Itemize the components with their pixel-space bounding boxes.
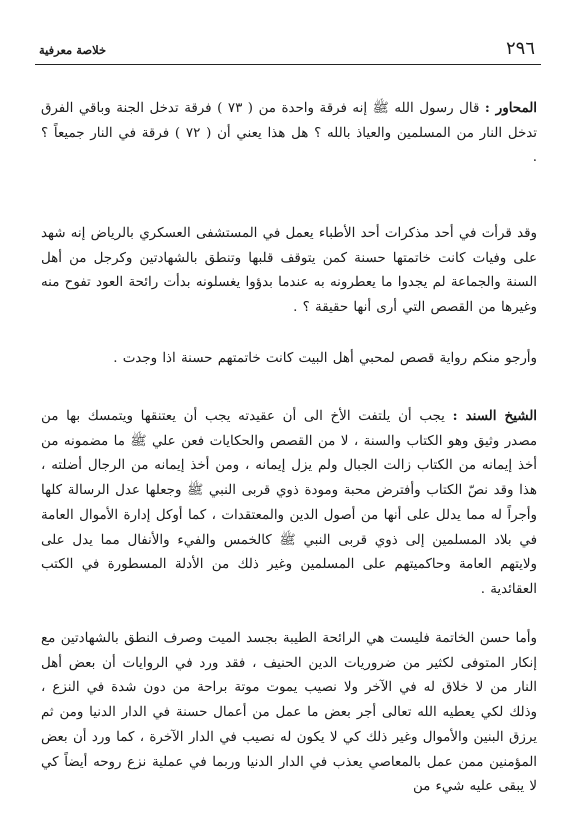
paragraph-text: وأما حسن الخاتمة فليست هي الرائحة الطيبة بجسد الميت وصرف النطق بالشهادتين مع إنكار المتوفى لكثير من ضروريات الدين الحنيف ، فقد ورد في الروايات أن بعض أهل النار من لا خلاق له في الآخر ولا نصيب يموت موتة براحة من دون شدة في النزع ، وذلك لكي يعطيه الله تعالى أجر بعض ما عمل من أعمال حسنة في الدار الدنيا ومن ثم يرزق البنين والأموال وغير ذلك كي لا يكون له نصيب في الدار الآخرة ، كما ورد أن بعض المؤمنين ممن عمل بالمعاصي يعذب في الدار الدنيا وربما في عملية نزع روحه أيضاً كي لا يبقى عليه شيء من	[41, 631, 537, 795]
book-page	[35, 36, 541, 826]
paragraph-text: قال رسول الله ﷺ إنه فرقة واحدة من ( ٧٣ ) فرقة تدخل الجنة وباقي الفرق تدخل النار من المسلمين والعياذ بالله ؟ هل هذا يعني أن ( ٧٢ ) فرقة في النار جميعاً ؟ .	[41, 101, 538, 166]
page-number: ٢٩٦	[505, 38, 535, 59]
paragraph-question	[41, 96, 537, 171]
paragraph-answer	[41, 404, 537, 603]
running-title: خلاصة معرفية	[39, 43, 107, 57]
speaker-label: المحاور :	[484, 100, 537, 116]
paragraph-good-ending	[41, 627, 537, 800]
paragraph-text: وقد قرأت في أحد مذكرات أحد الأطباء يعمل في المستشفى العسكري بالرياض إنه شهد على وفيات كانت خاتمتها حسنة كمن يتوقف قلبها وتنطق بالشهادتين وكرجل من أهل السنة والجماعة لم يجدوا ما يعطرونه به عندما بدؤوا يغسلونه بدأت رائحة العود تفوح منه وغيرها من القصص التي أرى أنها حقيقة ؟ .	[41, 226, 537, 316]
page-header	[35, 36, 541, 65]
paragraph-text: يجب أن يلتفت الأخ الى أن عقيدته يجب أن يعتنقها ويتمسك بها من مصدر وثيق وهو الكتاب والسنة ، لا من القصص والحكايات فعن علي ﷺ ما مضمونه من أخذ إيمانه من الكتاب زالت الجبال ولم يزل إيمانه ، ومن أخذ إيمانه من الرجال أضلته ، هذا وقد نصّ الكتاب وأفترض محبة ومودة ذوي قربى النبي ﷺ وجعلها عدل الرسالة كلها وأجراً له مما يدلل على أنها من أصول الدين والمعتقدات ، كما أوكل إدارة الأموال العامة في بلاد المسلمين إلى ذوي قربى النبي ﷺ كالخمس والفيء والأنفال مما يدل على ولايتهم العامة وحاكميتهم على المسلمين وغير ذلك من الأدلة المسطورة في الكتب العقائدية .	[41, 409, 537, 597]
speaker-label: الشيخ السند :	[452, 408, 537, 424]
paragraph-request	[41, 347, 537, 372]
paragraph-text: وأرجو منكم رواية قصص لمحبي أهل البيت كانت خاتمتهم حسنة اذا وجدت .	[113, 351, 537, 366]
paragraph-doctor-memoir	[41, 222, 537, 321]
